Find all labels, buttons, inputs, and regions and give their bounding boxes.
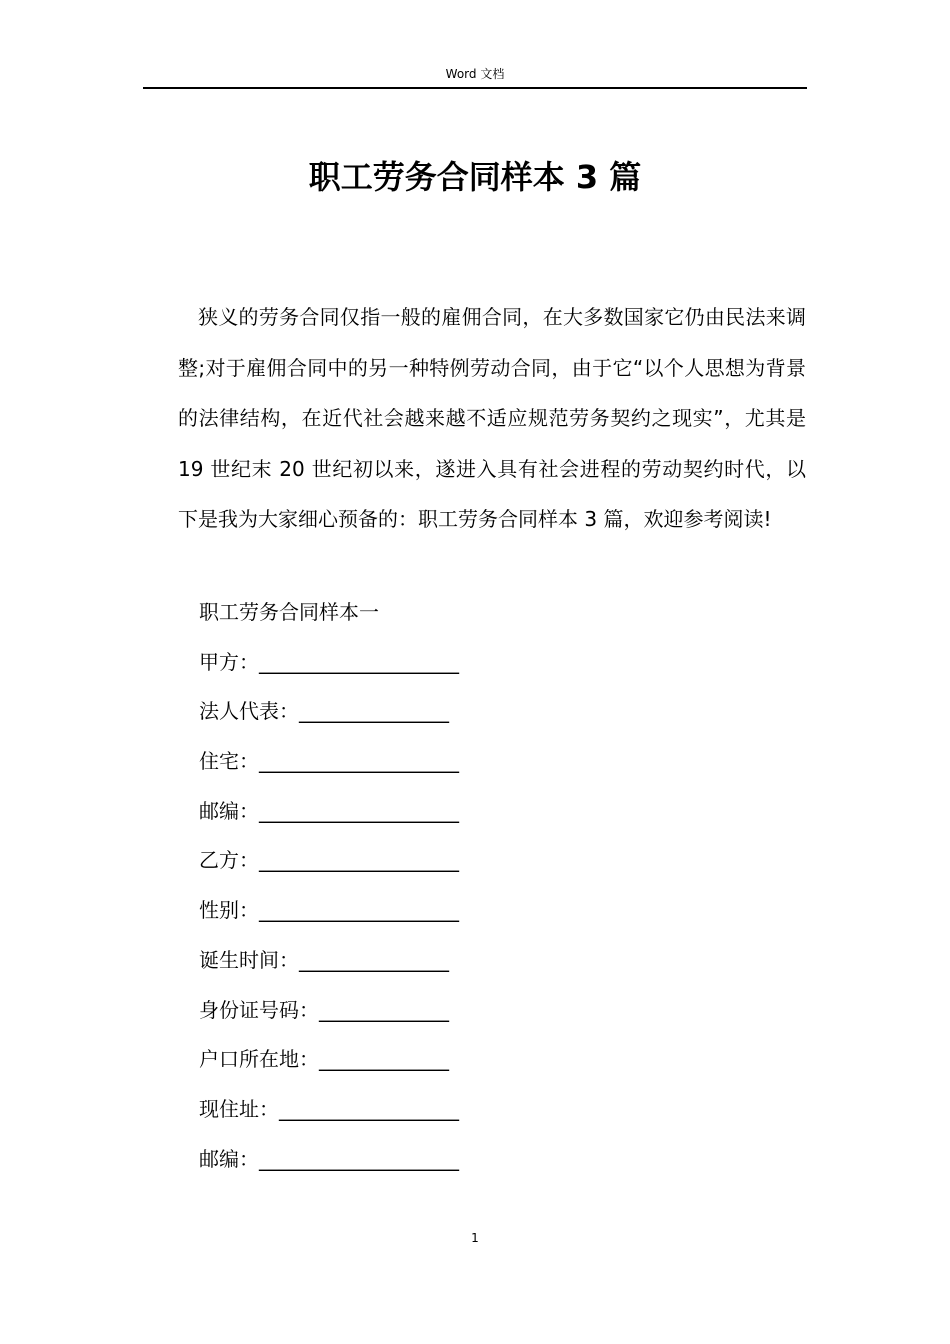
page-header-label: Word 文档	[445, 67, 505, 81]
document-title: 职工劳务合同样本 3 篇	[308, 158, 642, 196]
id-number-field: 身份证号码：_____________	[199, 997, 449, 1022]
contract-field-list	[199, 588, 599, 1184]
section-heading: 职工劳务合同样本一	[199, 600, 379, 624]
household-registration-field: 户口所在地：_____________	[199, 1047, 449, 1072]
postcode-field-2: 邮编：____________________	[199, 1146, 459, 1171]
residence-field: 住宅：____________________	[199, 749, 459, 774]
intro-paragraph: 狭义的劳务合同仅指一般的雇佣合同，在大多数国家它仍由民法来调整;对于雇佣合同中的另一种特例劳动合同，由于它“以个人思想为背景的法律结构，在近代社会越来越不适应规范劳务契约之现实”，尤其是 19 世纪末 20 世纪初以来，遂进入具有社会进程的劳动契约时代，以下是我为大家细心预备的：职工劳务合同样本 3 篇，欢迎参考阅读!	[178, 305, 806, 531]
legal-representative-field: 法人代表：_______________	[199, 699, 449, 724]
postcode-field: 邮编：____________________	[199, 798, 459, 823]
birth-date-field: 诞生时间：_______________	[199, 947, 449, 972]
gender-field: 性别：____________________	[199, 898, 459, 923]
party-b-field: 乙方：____________________	[199, 848, 459, 873]
party-a-field: 甲方：____________________	[199, 649, 459, 674]
header-divider	[143, 87, 807, 89]
page-number: 1	[471, 1231, 479, 1245]
current-address-field: 现住址：__________________	[199, 1096, 459, 1121]
